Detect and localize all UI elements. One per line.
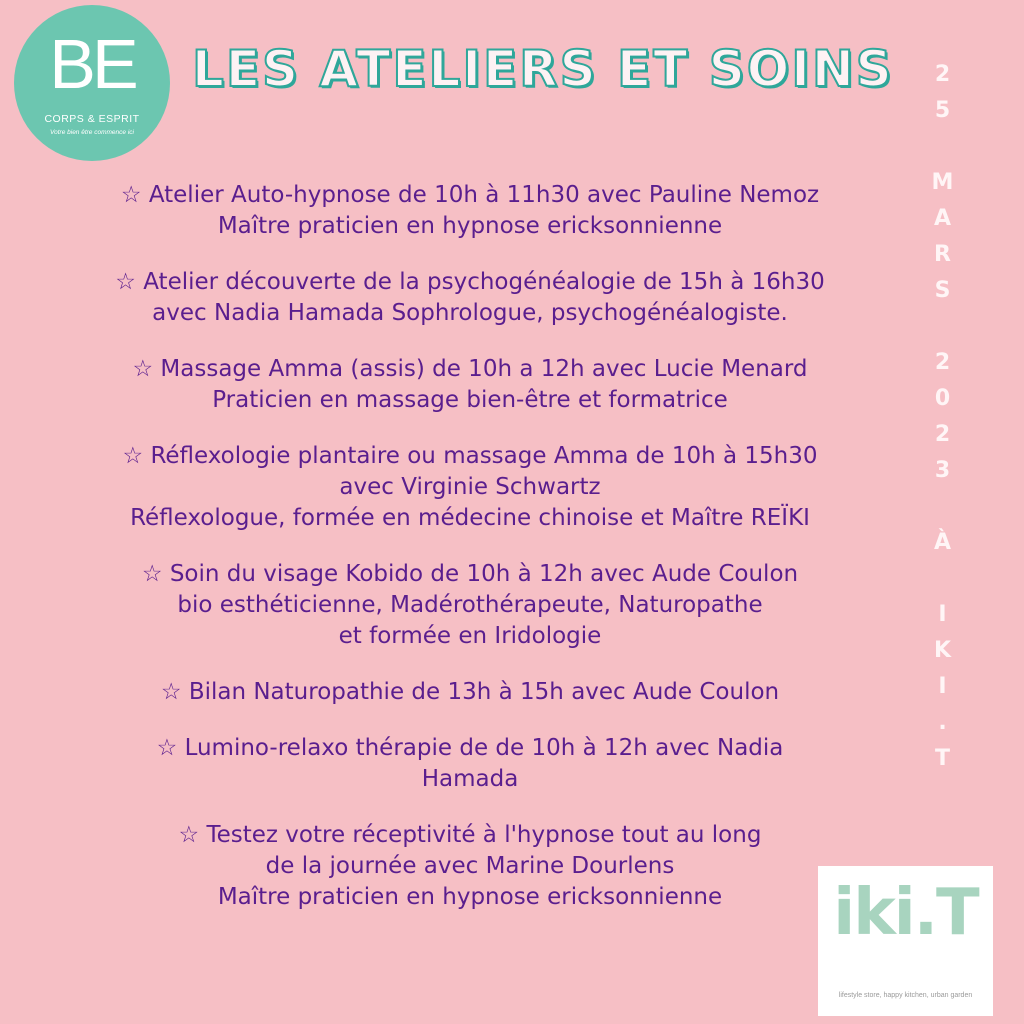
workshop-entry-text: Maître praticien en hypnose ericksonnienne: [217, 213, 723, 239]
workshop-entry-heading: [40, 180, 900, 211]
workshop-entry-text: bio esthéticienne, Madérothérapeute, Naturopathe: [177, 592, 763, 618]
workshop-entry-text: Réflexologie plantaire ou massage Amma de 10h à 15h30: [150, 443, 818, 469]
workshop-entry-heading: [40, 820, 900, 851]
workshop-entry-text: Atelier découverte de la psychogénéalogie de 15h à 16h30: [143, 269, 825, 295]
be-logo-name: CORPS & ESPRIT: [44, 113, 140, 125]
workshop-entry: [40, 820, 900, 913]
workshop-entry-text: Praticien en massage bien-être et formatrice: [212, 387, 728, 413]
ikit-logo-tagline: lifestyle store, happy kitchen, urban garden: [838, 992, 973, 999]
workshop-entry-heading: [40, 559, 900, 590]
workshop-entry: [40, 559, 900, 652]
workshop-entry-text: Hamada: [421, 766, 519, 792]
ikit-logo-word: iki.T: [833, 876, 978, 950]
be-logo-mark: BE: [49, 25, 135, 103]
workshop-entry: [40, 441, 900, 534]
workshop-entry: [40, 267, 900, 329]
workshop-list: [40, 180, 900, 938]
star-icon: ☆: [132, 356, 154, 382]
star-icon: ☆: [115, 269, 136, 295]
star-icon: ☆: [120, 182, 142, 208]
workshop-entry-text: avec Virginie Schwartz: [339, 474, 601, 500]
event-date-banner: 25 MARS 2023 À IKI.T: [930, 62, 955, 782]
page-title: LES ATELIERS ET SOINS: [192, 40, 894, 98]
ikit-logo: [818, 866, 993, 1016]
workshop-entry-detail: [40, 298, 900, 329]
star-icon: ☆: [156, 735, 178, 761]
workshop-entry-heading: [40, 267, 900, 298]
workshop-entry-detail: [40, 503, 900, 534]
workshop-entry-detail: [40, 764, 900, 795]
workshop-entry: [40, 354, 900, 416]
workshop-entry-text: Lumino-relaxo thérapie de de 10h à 12h avec Nadia: [184, 735, 784, 761]
workshop-entry-text: Soin du visage Kobido de 10h à 12h avec Aude Coulon: [169, 561, 799, 587]
workshop-entry-detail: [40, 211, 900, 242]
workshop-entry-text: Réflexologue, formée en médecine chinoise et Maître REÏKI: [130, 505, 810, 531]
be-logo: [14, 5, 170, 161]
star-icon: ☆: [122, 443, 144, 469]
be-logo-tagline: Votre bien être commence ici: [50, 129, 134, 136]
workshop-entry-text: Testez votre réceptivité à l'hypnose tout au long: [206, 822, 762, 848]
workshop-entry-detail: [40, 851, 900, 882]
workshop-entry-text: et formée en Iridologie: [338, 623, 602, 649]
workshop-entry-detail: [40, 385, 900, 416]
workshop-entry-heading: [40, 733, 900, 764]
workshop-entry-detail: [40, 590, 900, 621]
workshop-entry: [40, 180, 900, 242]
workshop-entry-text: Bilan Naturopathie de 13h à 15h avec Aude Coulon: [188, 679, 780, 705]
workshop-entry-heading: [40, 441, 900, 472]
workshop-entry: [40, 733, 900, 795]
star-icon: ☆: [160, 679, 182, 705]
workshop-entry-detail: [40, 472, 900, 503]
workshop-entry-text: Massage Amma (assis) de 10h a 12h avec Lucie Menard: [160, 356, 808, 382]
workshop-entry-detail: [40, 621, 900, 652]
workshop-entry-text: de la journée avec Marine Dourlens: [265, 853, 675, 879]
star-icon: ☆: [141, 561, 163, 587]
workshop-entry-heading: [40, 677, 900, 708]
workshop-entry-detail: [40, 882, 900, 913]
workshop-entry: [40, 677, 900, 708]
star-icon: ☆: [178, 822, 200, 848]
workshop-entry-heading: [40, 354, 900, 385]
workshop-entry-text: Atelier Auto-hypnose de 10h à 11h30 avec Pauline Nemoz: [148, 182, 820, 208]
workshop-entry-text: avec Nadia Hamada Sophrologue, psychogénéalogiste.: [152, 300, 788, 326]
workshop-entry-text: Maître praticien en hypnose ericksonnienne: [217, 884, 723, 910]
